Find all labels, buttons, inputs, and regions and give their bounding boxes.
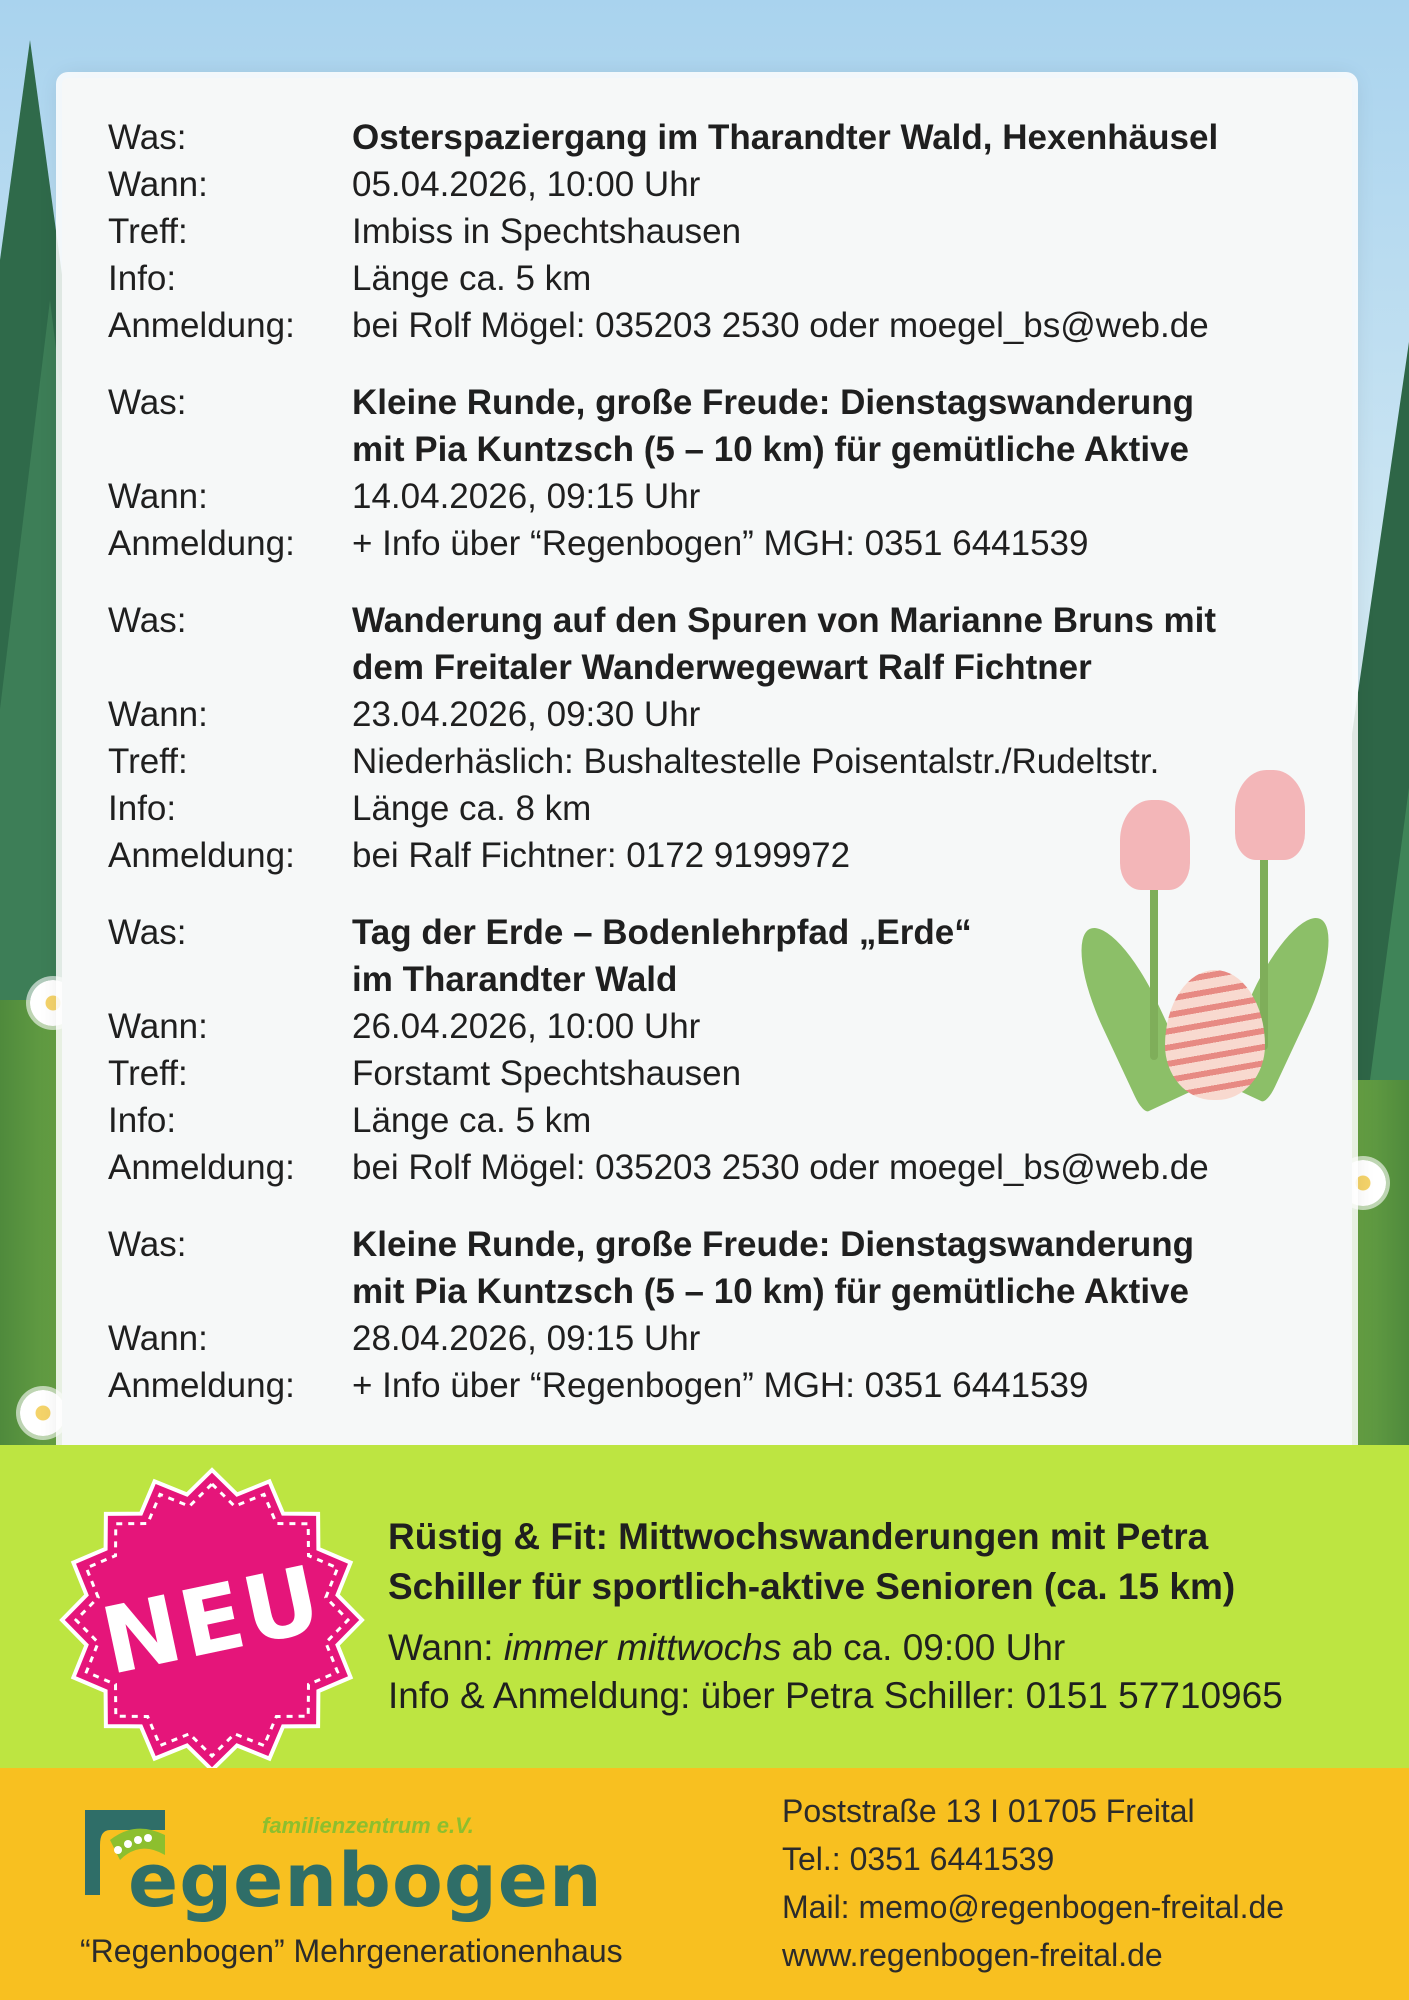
event-value-line: + Info über “Regenbogen” MGH: 0351 6441539 — [352, 1366, 1089, 1405]
event-row — [108, 379, 1338, 473]
event-value — [352, 379, 1338, 473]
event-row — [108, 832, 1338, 879]
event-label: Anmeldung: — [108, 524, 295, 563]
event-value — [352, 302, 1338, 349]
event-row — [108, 1003, 1338, 1050]
event-value-line: Osterspaziergang im Tharandter Wald, Hexenhäusel — [352, 118, 1219, 157]
event-row — [108, 785, 1338, 832]
event-value-line: dem Freitaler Wanderwegewart Ralf Fichtner — [352, 648, 1092, 687]
event-value-line: bei Rolf Mögel: 035203 2530 oder moegel_bs@web.de — [352, 306, 1209, 345]
neu-badge-text: NEU — [93, 1544, 331, 1696]
event-value-line: Niederhäslich: Bushaltestelle Poisentalstr./Rudeltstr. — [352, 742, 1160, 781]
event-value — [352, 1362, 1338, 1409]
neu-when-rest: ab ca. 09:00 Uhr — [791, 1627, 1066, 1668]
event-row — [108, 1144, 1338, 1191]
event-row — [108, 738, 1338, 785]
event-block — [108, 909, 1338, 1191]
event-value-line: bei Rolf Mögel: 035203 2530 oder moegel_bs@web.de — [352, 1148, 1209, 1187]
event-value-line: mit Pia Kuntzsch (5 – 10 km) für gemütliche Aktive — [352, 1272, 1189, 1311]
event-row — [108, 909, 1338, 1003]
event-row — [108, 473, 1338, 520]
event-label: Was: — [108, 913, 187, 952]
event-row — [108, 1362, 1338, 1409]
event-value — [352, 1315, 1338, 1362]
event-value — [352, 1003, 1338, 1050]
event-block — [108, 379, 1338, 567]
logo-wordmark: egenbogen — [128, 1838, 603, 1924]
event-row — [108, 520, 1338, 567]
event-value-line: Länge ca. 5 km — [352, 1101, 592, 1140]
event-label: Info: — [108, 259, 177, 298]
address: Poststraße 13 I 01705 Freital — [782, 1793, 1195, 1829]
event-row — [108, 1221, 1338, 1315]
event-label: Treff: — [108, 1054, 188, 1093]
event-value-line: im Tharandter Wald — [352, 960, 678, 999]
event-label: Treff: — [108, 212, 188, 251]
event-value — [352, 1097, 1338, 1144]
event-value — [352, 909, 1338, 1003]
event-value-line: bei Ralf Fichtner: 0172 9199972 — [352, 836, 851, 875]
event-value-line: Kleine Runde, große Freude: Dienstagswanderung — [352, 383, 1195, 422]
event-block — [108, 1221, 1338, 1409]
event-value-line: Forstamt Spechtshausen — [352, 1054, 742, 1093]
event-value — [352, 473, 1338, 520]
neu-when — [388, 1624, 1388, 1672]
mgh-label: “Regenbogen” Mehrgenerationenhaus — [80, 1933, 623, 1969]
neu-when-label: Wann: — [388, 1627, 494, 1668]
event-label: Anmeldung: — [108, 1366, 295, 1405]
event-label: Wann: — [108, 1319, 208, 1358]
event-value-line: Tag der Erde – Bodenlehrpfad „Erde“ — [352, 913, 972, 952]
event-value-line: 26.04.2026, 10:00 Uhr — [352, 1007, 701, 1046]
event-label: Wann: — [108, 165, 208, 204]
contact-block — [782, 1787, 1284, 1979]
event-value — [352, 785, 1338, 832]
event-row — [108, 161, 1338, 208]
event-value — [352, 738, 1338, 785]
event-label: Wann: — [108, 695, 208, 734]
event-value — [352, 208, 1338, 255]
event-value-line: 28.04.2026, 09:15 Uhr — [352, 1319, 701, 1358]
event-label: Wann: — [108, 1007, 208, 1046]
event-row — [108, 114, 1338, 161]
event-value — [352, 520, 1338, 567]
event-label: Was: — [108, 118, 187, 157]
event-row — [108, 208, 1338, 255]
event-row — [108, 255, 1338, 302]
event-row — [108, 1050, 1338, 1097]
event-value — [352, 114, 1338, 161]
event-label: Treff: — [108, 742, 188, 781]
event-value — [352, 1144, 1338, 1191]
event-value-line: 23.04.2026, 09:30 Uhr — [352, 695, 701, 734]
event-value-line: 14.04.2026, 09:15 Uhr — [352, 477, 701, 516]
event-value-line: mit Pia Kuntzsch (5 – 10 km) für gemütliche Aktive — [352, 430, 1189, 469]
event-value — [352, 1050, 1338, 1097]
event-row — [108, 302, 1338, 349]
event-row — [108, 1315, 1338, 1362]
website-link[interactable]: www.regenbogen-freital.de — [782, 1937, 1163, 1973]
neu-section — [388, 1512, 1388, 1720]
event-value-line: Länge ca. 5 km — [352, 259, 592, 298]
event-label: Info: — [108, 789, 177, 828]
neu-title-line: Schiller für sportlich-aktive Senioren (ca. 15 km) — [388, 1566, 1236, 1607]
event-row — [108, 597, 1338, 691]
event-value-line: + Info über “Regenbogen” MGH: 0351 6441539 — [352, 524, 1089, 563]
event-label: Was: — [108, 1225, 187, 1264]
event-value-line: Kleine Runde, große Freude: Dienstagswanderung — [352, 1225, 1195, 1264]
phone: Tel.: 0351 6441539 — [782, 1841, 1055, 1877]
neu-title-line: Rüstig & Fit: Mittwochswanderungen mit Petra — [388, 1516, 1209, 1557]
event-label: Was: — [108, 383, 187, 422]
event-value — [352, 832, 1338, 879]
event-value — [352, 597, 1338, 691]
event-block — [108, 597, 1338, 879]
daisy-icon — [20, 1390, 66, 1436]
event-value — [352, 161, 1338, 208]
event-label: Wann: — [108, 477, 208, 516]
event-value — [352, 1221, 1338, 1315]
neu-when-italic: immer mittwochs — [503, 1627, 782, 1668]
neu-title — [388, 1512, 1388, 1612]
event-value-line: Imbiss in Spechtshausen — [352, 212, 742, 251]
event-row — [108, 1097, 1338, 1144]
event-label: Anmeldung: — [108, 1148, 295, 1187]
logo-subtitle: familienzentrum e.V. — [262, 1813, 474, 1838]
event-label: Info: — [108, 1101, 177, 1140]
event-value — [352, 255, 1338, 302]
event-label: Anmeldung: — [108, 306, 295, 345]
email-link[interactable]: Mail: memo@regenbogen-freital.de — [782, 1889, 1285, 1925]
event-block — [108, 114, 1338, 349]
event-label: Was: — [108, 601, 187, 640]
event-list — [108, 114, 1338, 1439]
event-value-line: Wanderung auf den Spuren von Marianne Bruns mit — [352, 601, 1217, 640]
event-value — [352, 691, 1338, 738]
event-value-line: Länge ca. 8 km — [352, 789, 592, 828]
event-value-line: 05.04.2026, 10:00 Uhr — [352, 165, 701, 204]
neu-info-line: Info & Anmeldung: über Petra Schiller: 0151 57710965 — [388, 1675, 1283, 1716]
event-row — [108, 691, 1338, 738]
event-label: Anmeldung: — [108, 836, 295, 875]
